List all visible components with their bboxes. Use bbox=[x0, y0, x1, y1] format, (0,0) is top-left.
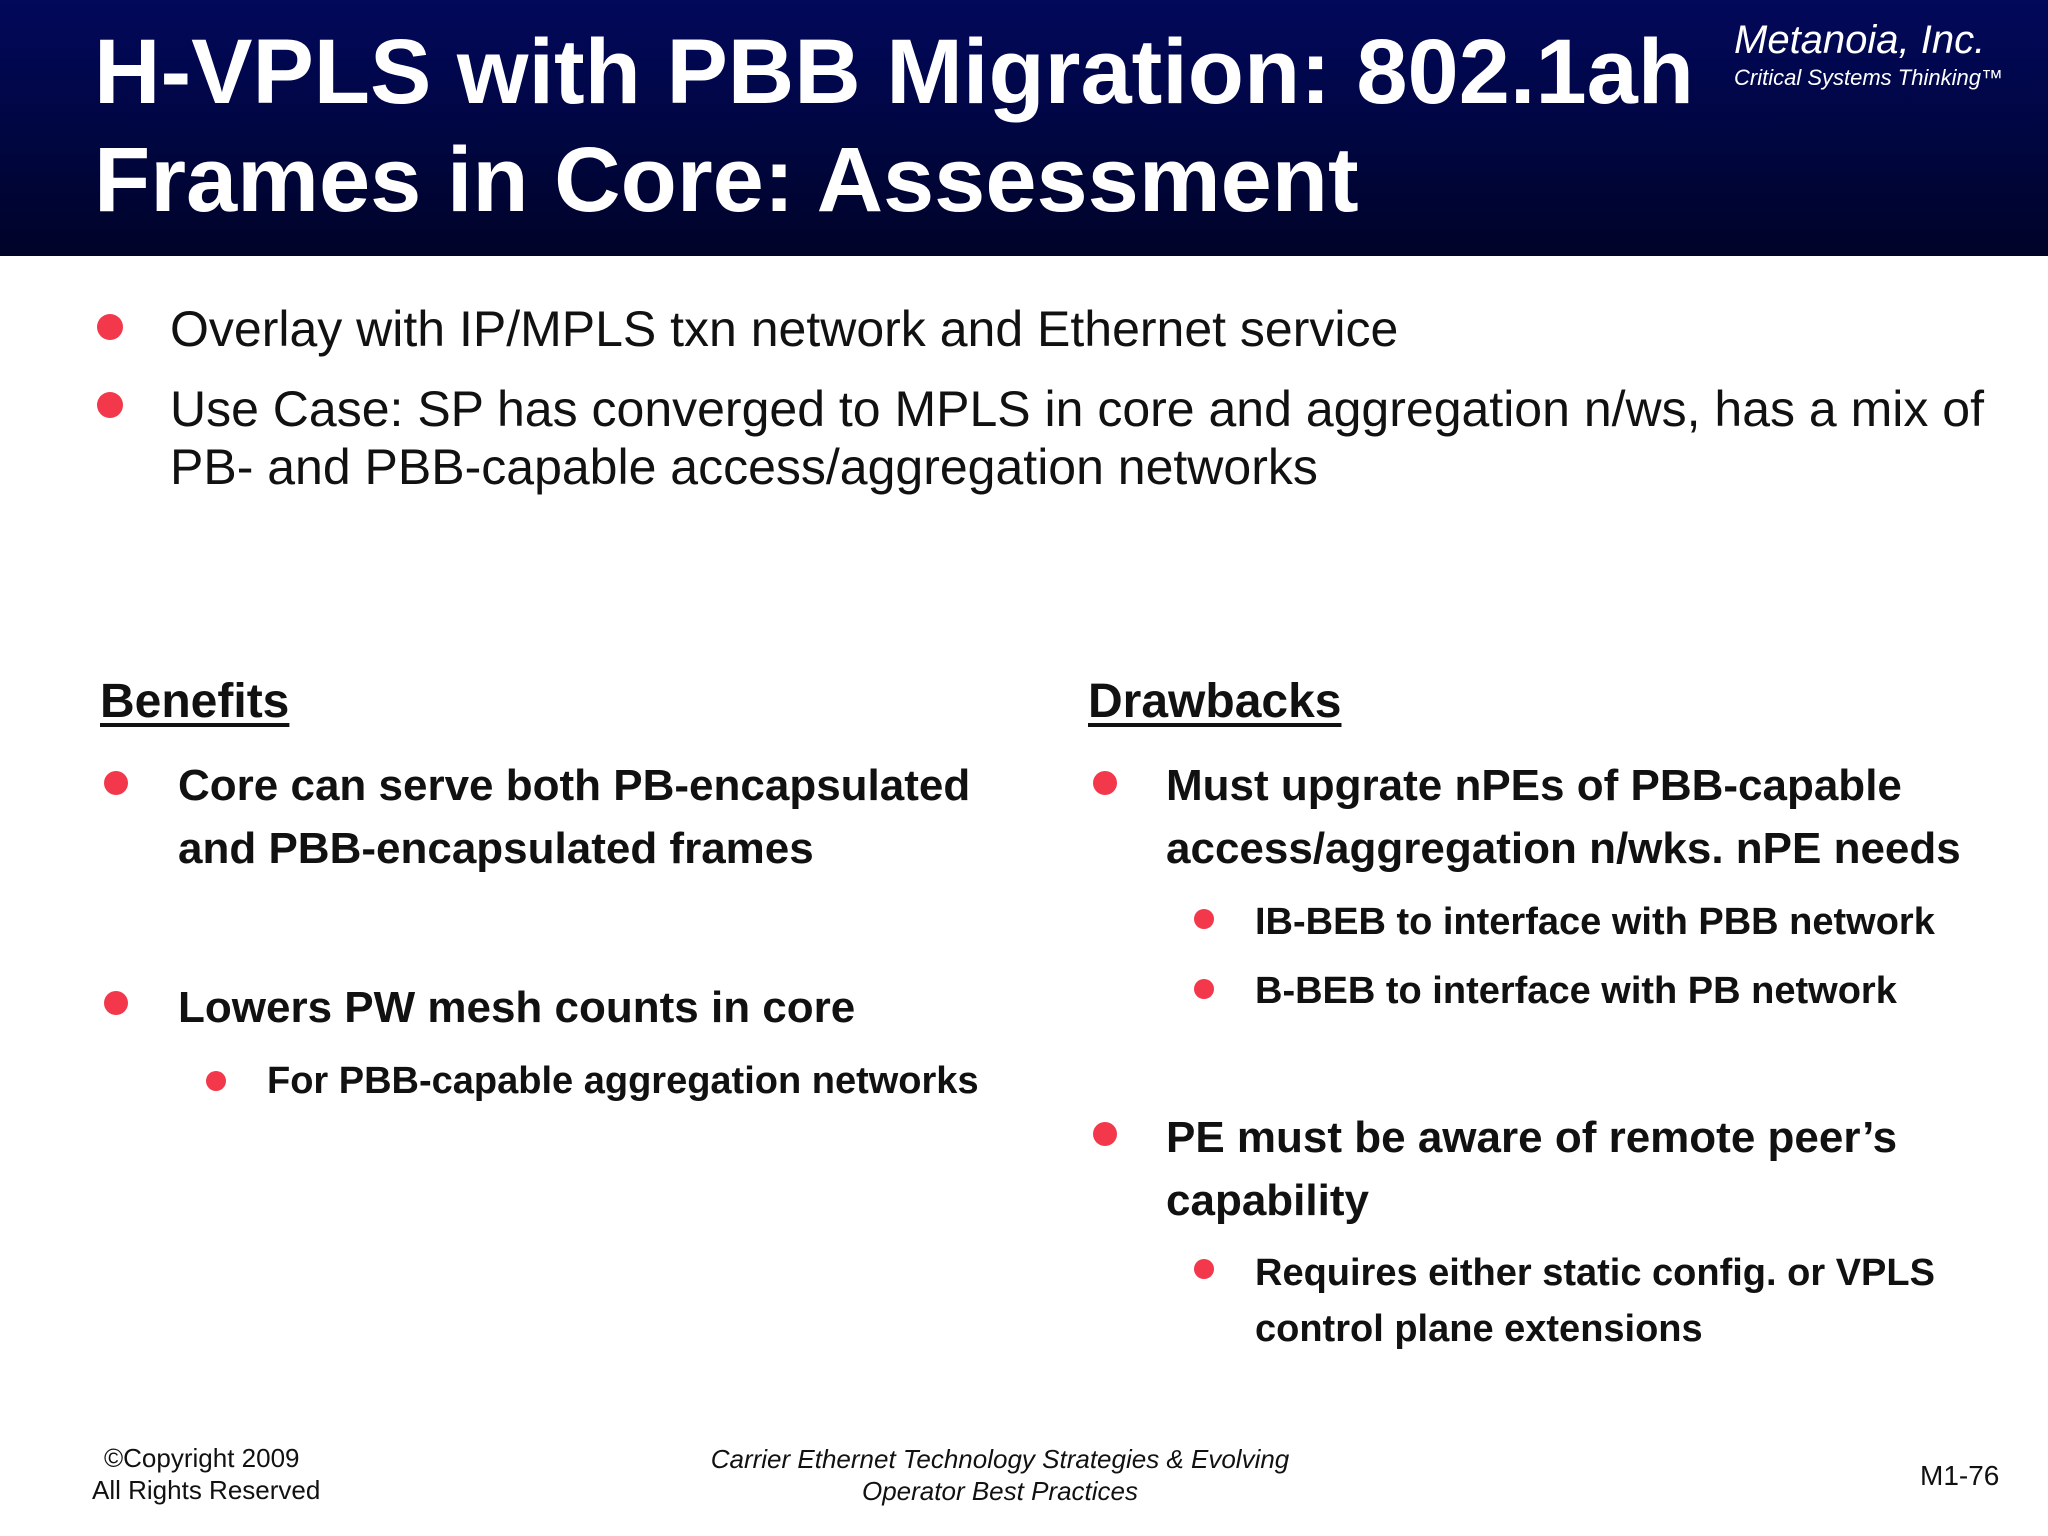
bullet-overlay: Overlay with IP/MPLS txn network and Ethernet service bbox=[170, 301, 1399, 357]
course-title-line1: Carrier Ethernet Technology Strategies & Evolving bbox=[710, 1444, 1290, 1474]
drawback-item-remote-peer: PE must be aware of remote peer’s capability bbox=[1166, 1113, 1898, 1225]
bullet-dot-icon bbox=[1093, 771, 1117, 795]
benefits-heading: Benefits bbox=[100, 675, 290, 728]
slide-title: H-VPLS with PBB Migration: 802.1ah Frames in Core: Assessment bbox=[94, 21, 1694, 231]
slide-number: M1-76 bbox=[1920, 1460, 2000, 1491]
title-bar bbox=[0, 0, 2048, 256]
drawback-subitem-static-config: Requires either static config. or VPLS control plane extensions bbox=[1255, 1252, 1935, 1350]
bullet-dot-icon bbox=[97, 314, 123, 340]
bullet-use-case: Use Case: SP has converged to MPLS in core and aggregation n/ws, has a mix of PB- and PBB-capable access/aggregation networks bbox=[170, 381, 1984, 495]
brand-tagline: Critical Systems Thinking™ bbox=[1734, 65, 2003, 90]
drawback-subitem-ib-beb: IB-BEB to interface with PBB network bbox=[1255, 901, 1935, 943]
sub-bullet-dot-icon bbox=[1194, 1259, 1214, 1279]
bullet-dot-icon bbox=[1093, 1122, 1117, 1146]
sub-bullet-dot-icon bbox=[1194, 909, 1214, 929]
brand-name: Metanoia, Inc. bbox=[1734, 18, 1986, 62]
benefit-item-pw-mesh: Lowers PW mesh counts in core bbox=[178, 983, 856, 1032]
copyright-notice bbox=[92, 1442, 320, 1506]
course-title-line2: Operator Best Practices bbox=[862, 1476, 1138, 1506]
drawback-item-upgrade-npes: Must upgrate nPEs of PBB-capable access/aggregation n/wks. nPE needs bbox=[1166, 761, 1961, 873]
sub-bullet-dot-icon bbox=[1194, 979, 1214, 999]
sub-bullet-dot-icon bbox=[206, 1071, 226, 1091]
benefit-subitem-pbb-aggregation: For PBB-capable aggregation networks bbox=[267, 1060, 979, 1102]
copyright-line: ©Copyright 2009 bbox=[104, 1443, 300, 1473]
bullet-dot-icon bbox=[97, 392, 123, 418]
bullet-dot-icon bbox=[104, 991, 128, 1015]
bullet-dot-icon bbox=[104, 771, 128, 795]
benefit-item-core-serve: Core can serve both PB-encapsulated and PBB-encapsulated frames bbox=[178, 761, 971, 873]
drawbacks-heading: Drawbacks bbox=[1088, 675, 1342, 728]
rights-line: All Rights Reserved bbox=[92, 1475, 321, 1505]
course-title bbox=[700, 1443, 1300, 1507]
drawback-subitem-b-beb: B-BEB to interface with PB network bbox=[1255, 970, 1897, 1012]
